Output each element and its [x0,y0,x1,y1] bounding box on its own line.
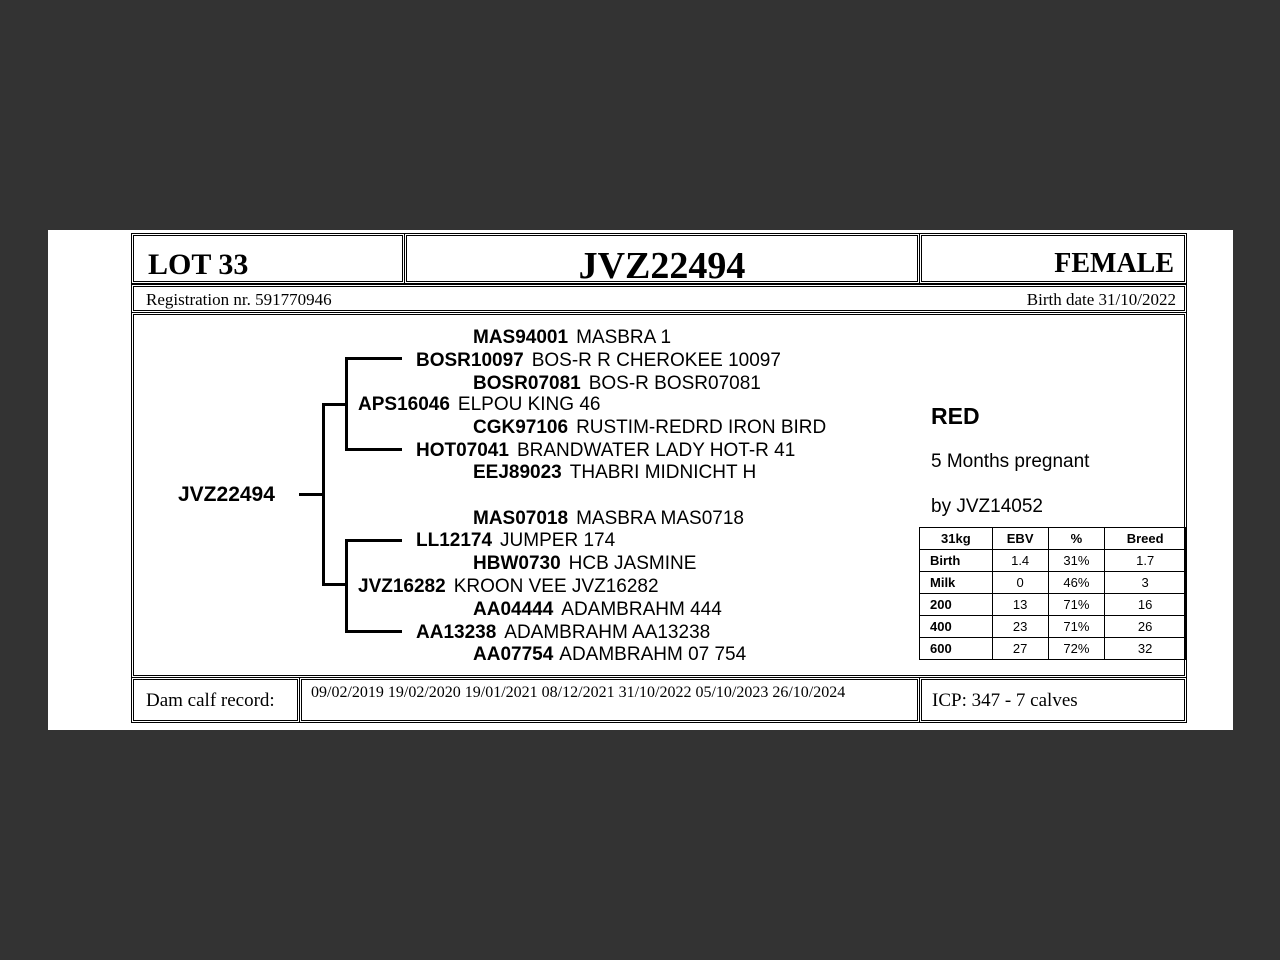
column-header: Breed [1105,528,1186,550]
table-row [920,616,1186,638]
registration-number: Registration nr. 591770946 [146,290,332,309]
pedigree-connector [322,403,347,406]
icp-value: ICP: 347 - 7 calves [932,690,1078,711]
pedigree-entry: MAS07018 MASBRA MAS0718 [473,508,744,529]
pedigree-entry: CGK97106 RUSTIM-REDRD IRON BIRD [473,417,827,438]
pedigree-connector [345,539,348,633]
pedigree-animal: JVZ22494 [178,483,275,506]
pedigree-connector [345,539,402,542]
pedigree-entry: MAS94001 MASBRA 1 [473,327,672,348]
table-cell: 46% [1048,572,1105,594]
dam-calf-dates: 09/02/2019 19/02/2020 19/01/2021 08/12/2021 31/10/2022 05/10/2023 26/10/2024 [311,684,846,701]
lot-cell [131,233,405,284]
pregnancy-sire: by JVZ14052 [931,496,1043,517]
pedigree-connector [345,357,402,360]
row-label: Milk [920,572,993,594]
pedigree-entry: BOSR07081 BOS-R BOSR07081 [473,373,761,394]
table-header-row [920,528,1186,550]
table-cell: 3 [1105,572,1186,594]
pedigree-entry: BOSR10097 BOS-R R CHEROKEE 10097 [416,350,781,371]
pedigree-connector [322,403,325,586]
dam-calf-label: Dam calf record: [146,690,275,711]
pedigree-entry: HOT07041 BRANDWATER LADY HOT-R 41 [416,440,796,461]
table-cell: 0 [992,572,1048,594]
table-row [920,638,1186,660]
pedigree-connector [299,493,324,496]
table-cell: 26 [1105,616,1186,638]
row-label: 200 [920,594,993,616]
table-row [920,594,1186,616]
pedigree-connector [322,583,347,586]
table-cell: 32 [1105,638,1186,660]
icp-cell [919,677,1187,723]
pedigree-sire: APS16046 ELPOU KING 46 [358,394,601,415]
row-label: Birth [920,550,993,572]
dam-calf-dates-cell [299,677,920,723]
pedigree-entry: LL12174 JUMPER 174 [416,530,616,551]
row-label: 600 [920,638,993,660]
table-cell: 31% [1048,550,1105,572]
table-cell: 23 [992,616,1048,638]
table-cell: 72% [1048,638,1105,660]
dam-calf-label-cell [131,677,300,723]
lot-number: LOT 33 [148,248,249,281]
table-cell: 1.4 [992,550,1048,572]
animal-id-title: JVZ22494 [578,245,746,287]
pedigree-connector [345,357,348,451]
pedigree-connector [345,448,402,451]
row-label: 400 [920,616,993,638]
column-header: % [1048,528,1105,550]
sex-cell [919,233,1187,284]
pedigree-dam: JVZ16282 KROON VEE JVZ16282 [358,576,659,597]
pedigree-entry: HBW0730 HCB JASMINE [473,553,697,574]
table-cell: 71% [1048,594,1105,616]
pregnancy-status: 5 Months pregnant [931,451,1090,472]
pedigree-entry: AA04444 ADAMBRAHM 444 [473,599,722,620]
table-cell: 16 [1105,594,1186,616]
pedigree-entry: AA07754 ADAMBRAHM 07 754 [473,644,747,665]
column-header: EBV [992,528,1048,550]
pedigree-entry: EEJ89023 THABRI MIDNICHT H [473,462,757,483]
table-cell: 27 [992,638,1048,660]
birth-date: Birth date 31/10/2022 [1026,290,1176,309]
column-header: 31kg [920,528,993,550]
table-row [920,550,1186,572]
registration-row [131,284,1187,313]
title-cell [404,233,920,287]
table-cell: 13 [992,594,1048,616]
pedigree-entry: AA13238 ADAMBRAHM AA13238 [416,622,711,643]
sex-label: FEMALE [1054,248,1174,279]
ebv-table [919,527,1186,660]
pedigree-connector [345,630,402,633]
table-cell: 1.7 [1105,550,1186,572]
table-row [920,572,1186,594]
color-label: RED [931,403,980,429]
table-cell: 71% [1048,616,1105,638]
